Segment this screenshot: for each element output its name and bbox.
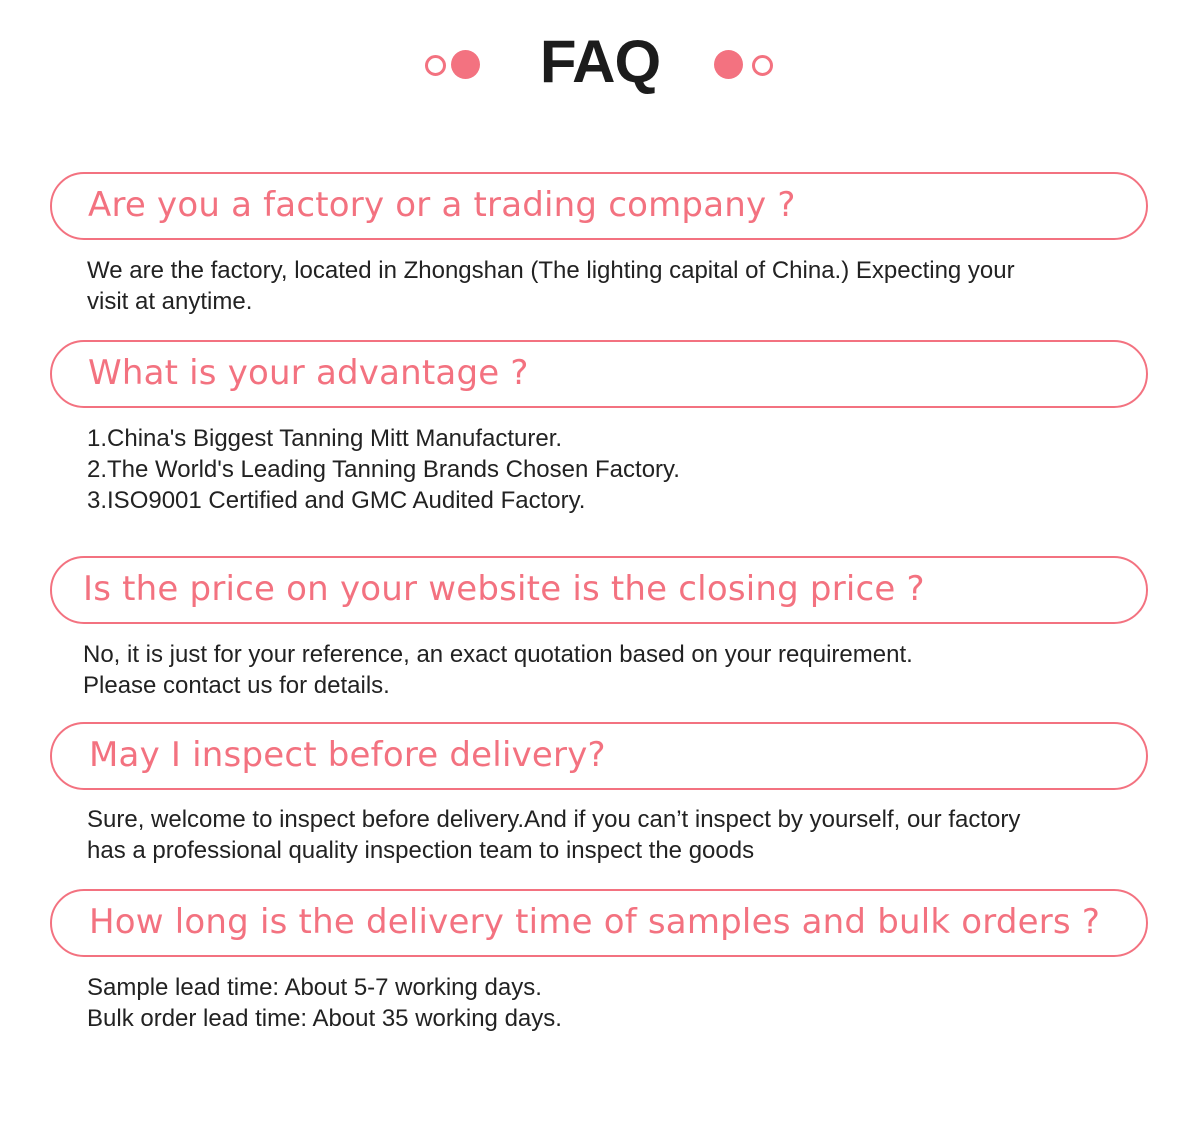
faq-answer-line: visit at anytime.	[87, 288, 253, 315]
faq-question: How long is the delivery time of samples and bulk orders ?	[89, 902, 1101, 942]
faq-answer-line: Bulk order lead time: About 35 working days.	[87, 1005, 562, 1032]
faq-question-box	[50, 722, 1148, 790]
faq-answer	[87, 972, 562, 1034]
faq-question-box	[50, 889, 1148, 957]
faq-answer	[83, 639, 913, 701]
faq-answer-line: 3.ISO9001 Certified and GMC Audited Factory.	[87, 487, 586, 514]
faq-question: What is your advantage ?	[88, 353, 529, 393]
faq-question-box	[50, 556, 1148, 624]
faq-answer	[87, 423, 680, 516]
faq-answer-line: We are the factory, located in Zhongshan (The lighting capital of China.) Expecting your	[87, 257, 1015, 284]
faq-answer-line: Please contact us for details.	[83, 672, 390, 699]
faq-answer-line: 1.China's Biggest Tanning Mitt Manufacturer.	[87, 425, 563, 452]
faq-question-box	[50, 172, 1148, 240]
faq-answer	[87, 804, 1020, 866]
faq-answer-line: 2.The World's Leading Tanning Brands Chosen Factory.	[87, 456, 680, 483]
faq-question: Is the price on your website is the closing price ?	[83, 569, 925, 609]
faq-question: May I inspect before delivery?	[89, 735, 606, 775]
faq-answer-line: has a professional quality inspection team to inspect the goods	[87, 837, 755, 864]
faq-answer	[87, 255, 1015, 317]
page-title: FAQ	[539, 28, 661, 95]
decorative-dots-right-icon	[713, 48, 777, 76]
filled-dot-icon	[714, 50, 743, 79]
faq-question-box	[50, 340, 1148, 408]
faq-answer-line: No, it is just for your reference, an exact quotation based on your requirement.	[83, 641, 913, 668]
ring-dot-icon	[752, 55, 773, 76]
faq-answer-line: Sample lead time: About 5-7 working days.	[87, 974, 542, 1001]
faq-question: Are you a factory or a trading company ?	[88, 185, 796, 225]
faq-header	[0, 22, 1200, 102]
faq-answer-line: Sure, welcome to inspect before delivery.And if you can’t inspect by yourself, our factory	[87, 806, 1021, 833]
